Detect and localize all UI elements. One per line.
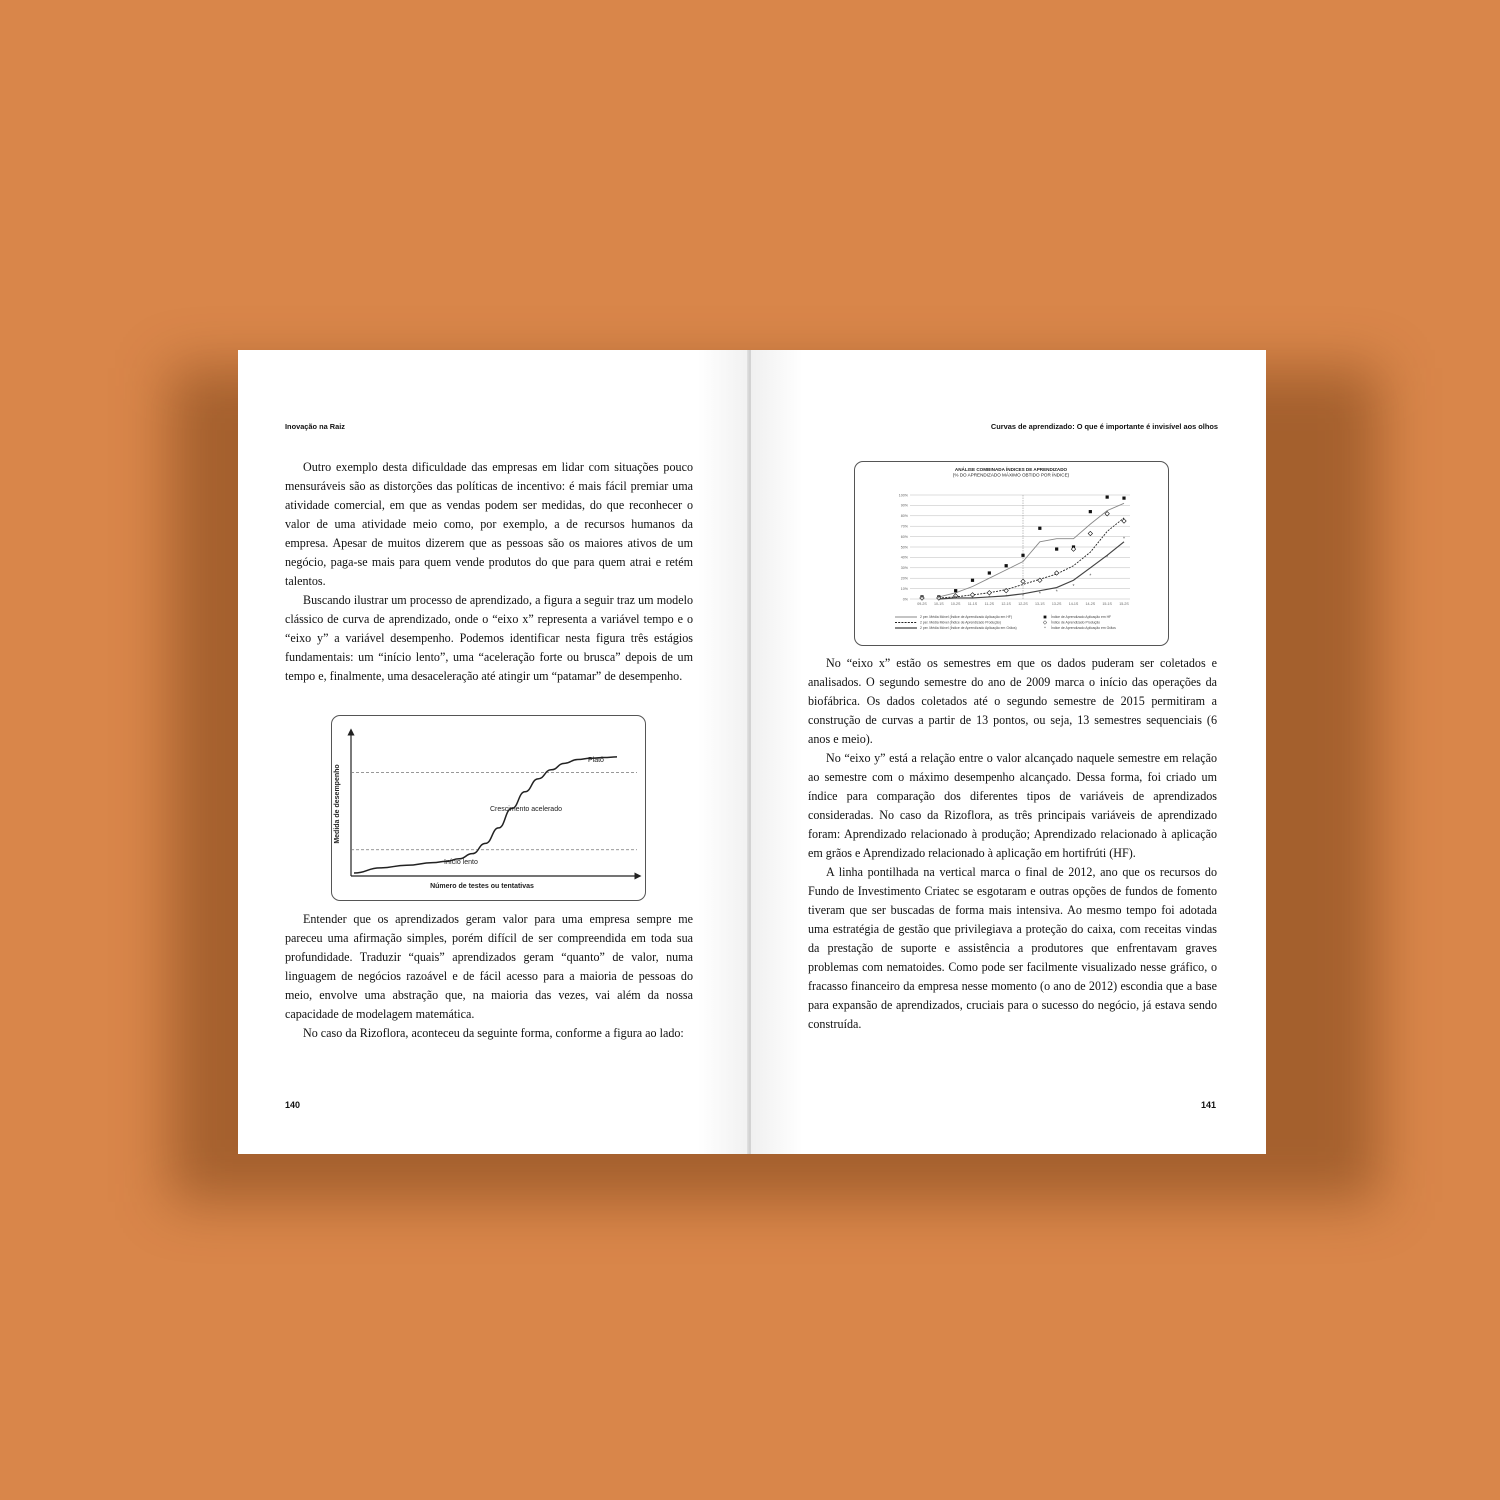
x-axis-label: Número de testes ou tentativas bbox=[430, 883, 534, 890]
data-point-asterisk: * bbox=[954, 595, 957, 602]
paragraph: Buscando ilustrar um processo de aprendizado, a figura a seguir traz um modelo clássico de curva de aprendizado, onde o “eixo x” representa a variável tempo e o “eixo y” a variável desempenho. Podemos identificar nesta figura três estágios fundamentais: um “início lento”, uma “aceleração forte ou brusca” depois de um tempo e, finalmente, uma desaceleração até atingir um “patamar” de desempenho. bbox=[285, 593, 693, 683]
data-point-square bbox=[1005, 564, 1008, 567]
data-point-asterisk: * bbox=[988, 595, 991, 602]
y-tick-label: 10% bbox=[900, 586, 908, 591]
data-point-asterisk: * bbox=[1038, 591, 1041, 598]
page-number-left: 140 bbox=[285, 1100, 301, 1110]
plateau-label: Platô bbox=[588, 757, 604, 764]
data-point-square bbox=[1055, 547, 1058, 550]
slow-start-label: Início lento bbox=[444, 859, 478, 866]
series-line bbox=[939, 542, 1124, 599]
paragraph: A linha pontilhada na vertical marca o final de 2012, ano que os recursos do Fundo de Investimento Criatec se esgotaram e outras opções de fundos de fomento tiveram que ser buscadas de forma mais intensiva. Ao mesmo tempo foi adotada uma estratégia de gestão que privilegiava a proteção do caixa, com receitas vindas da prestação de suporte e assistência a produtores que enfrentavam graves problemas com nematoides. Como pode ser facilmente visualizado nesse gráfico, o fracasso financeiro da empresa nesse momento (o ano de 2012) escondia que a base para expansão de aprendizados, cruciais para o sucesso do negócio, já estava sendo construída. bbox=[808, 865, 1217, 1031]
x-tick-label: 14-2S bbox=[1085, 602, 1096, 606]
legend-label: Índice de Aprendizado Aplicação em Grãos bbox=[1051, 626, 1116, 631]
learning-curve-line bbox=[354, 757, 617, 873]
legend-label: 2 per. Média Móvel (Índice de Aprendizado Aplicação em HF) bbox=[920, 615, 1012, 620]
data-point-square bbox=[954, 589, 957, 592]
data-point-diamond bbox=[1038, 578, 1042, 582]
data-point-asterisk: * bbox=[1089, 573, 1092, 580]
left-page bbox=[238, 350, 749, 1154]
x-tick-label: 10-1S bbox=[934, 602, 944, 606]
right-page bbox=[751, 350, 1266, 1154]
y-tick-label: 80% bbox=[900, 514, 908, 519]
y-tick-label: 70% bbox=[900, 524, 908, 529]
data-point-square bbox=[988, 571, 991, 574]
data-point-asterisk: * bbox=[921, 596, 923, 603]
y-tick-label: 90% bbox=[900, 503, 908, 508]
learning-curve-chart bbox=[332, 716, 645, 900]
combined-index-figure bbox=[854, 461, 1169, 646]
series-line bbox=[939, 518, 1124, 598]
data-point-diamond bbox=[987, 591, 991, 595]
running-head-left: Inovação na Raiz bbox=[285, 422, 345, 431]
legend-swatch: * bbox=[1044, 625, 1046, 631]
paragraph: No “eixo x” estão os semestres em que os dados puderam ser coletados e analisados. O segundo semestre do ano de 2009 marca o início das operações da biofábrica. Os dados coletados até o segundo semestre de 2015 permitiram a construção de curvas a partir de 13 pontos, ou seja, 13 semestres sequenciais (6 anos e meio). bbox=[808, 656, 1217, 746]
data-point-asterisk: * bbox=[971, 595, 974, 602]
data-point-square bbox=[971, 579, 974, 582]
data-point-diamond bbox=[1004, 588, 1008, 592]
combined-index-chart bbox=[855, 462, 1168, 645]
data-point-square bbox=[1038, 527, 1041, 530]
page-number-right: 141 bbox=[1200, 1100, 1216, 1110]
x-tick-label: 15-1S bbox=[1102, 602, 1112, 606]
y-tick-label: 0% bbox=[902, 597, 908, 602]
y-tick-label: 20% bbox=[900, 576, 908, 581]
legend-swatch bbox=[1044, 616, 1047, 619]
legend-label: 2 per. Média Móvel (Índice de Aprendizado Produção) bbox=[920, 620, 1001, 625]
x-tick-label: 12-2S bbox=[1018, 602, 1028, 606]
y-tick-label: 30% bbox=[900, 566, 908, 571]
y-tick-label: 100% bbox=[898, 493, 908, 498]
data-point-asterisk: * bbox=[1072, 584, 1075, 591]
x-tick-label: 10-2S bbox=[950, 602, 961, 606]
x-tick-label: 13-2S bbox=[1051, 602, 1062, 606]
y-tick-label: 40% bbox=[900, 555, 908, 560]
x-tick-label: 15-2S bbox=[1119, 602, 1129, 606]
data-point-asterisk: * bbox=[1055, 589, 1058, 596]
growth-label: Crescimento acelerado bbox=[490, 806, 562, 813]
y-tick-label: 60% bbox=[900, 534, 908, 539]
x-tick-label: 14-1S bbox=[1068, 602, 1079, 606]
paragraph: Outro exemplo desta dificuldade das empresas em lidar com situações pouco mensuráveis são as distorções das políticas de incentivo: é mais fácil premiar uma atividade comercial, em que as vendas podem ser medidas, do que reconhecer o valor de uma atividade meio como, por exemplo, a de recursos humanos da empresa. Apesar de muitos dizerem que as pessoas são os maiores ativos de um negócio, paga-se mais para quem vende produtos do que para quem atrai e retém talentos. bbox=[285, 460, 693, 588]
legend-swatch bbox=[1043, 621, 1047, 625]
data-point-asterisk: * bbox=[1022, 593, 1024, 600]
data-point-asterisk: * bbox=[1123, 536, 1125, 543]
x-tick-label: 12-1S bbox=[1001, 602, 1011, 606]
paragraph: No “eixo y” está a relação entre o valor alcançado naquele semestre em relação ao semestre com o máximo desempenho alcançado. Dessa forma, foi criado um índice para comparação dos diferentes tipos de variáveis de aprendizados consideradas. No caso da Rizoflora, as três principais variáveis de aprendizado foram: Aprendizado relacionado à produção; Aprendizado relacionado à aplicação em grãos e Aprendizado relacionado à aplicação em hortifrúti (HF). bbox=[808, 751, 1217, 860]
data-point-square bbox=[1021, 554, 1024, 557]
legend-label: Índice de Aprendizado Produção bbox=[1051, 620, 1101, 625]
data-point-asterisk: * bbox=[1005, 594, 1008, 601]
x-tick-label: 09-2S bbox=[917, 602, 927, 606]
chart-subtitle: (% DO APRENDIZADO MÁXIMO OBTIDO POR ÍNDICE) bbox=[952, 472, 1070, 478]
left-text-after-figure bbox=[285, 910, 693, 1043]
x-tick-label: 11-1S bbox=[967, 602, 978, 606]
data-point-asterisk: * bbox=[1106, 555, 1109, 561]
chart-title: ANÁLISE COMBINADA ÍNDICES DE APRENDIZADO bbox=[954, 467, 1068, 472]
paragraph: Entender que os aprendizados geram valor para uma empresa sempre me pareceu uma afirmação simples, porém difícil de ser compreendida em toda sua profundidade. Traduzir “quais” aprendizados geram “quanto” de valor, numa linguagem de negócios razoável e de fácil acesso para a maioria de pessoas do meio, envolve uma abstração que, na maioria das vezes, vai além da nossa capacidade de modelagem matemática. bbox=[285, 912, 693, 1021]
data-point-square bbox=[1106, 495, 1109, 498]
data-point-diamond bbox=[1122, 519, 1126, 523]
data-point-asterisk: * bbox=[937, 596, 940, 603]
series-line bbox=[939, 503, 1124, 600]
running-head-right: Curvas de aprendizado: O que é importante é invisível aos olhos bbox=[990, 422, 1218, 431]
x-tick-label: 13-1S bbox=[1035, 602, 1045, 606]
y-tick-label: 50% bbox=[900, 545, 908, 550]
legend-label: 2 per. Média Móvel (Índice de Aprendizado Aplicação em Grãos) bbox=[920, 626, 1017, 631]
x-tick-label: 11-2S bbox=[984, 602, 994, 606]
data-point-diamond bbox=[1021, 579, 1025, 583]
data-point-square bbox=[1089, 510, 1092, 513]
data-point-square bbox=[1122, 497, 1125, 500]
learning-curve-figure bbox=[331, 715, 646, 901]
y-axis-label: Medida de desempenho bbox=[334, 764, 341, 844]
right-text bbox=[808, 654, 1217, 1034]
data-point-diamond bbox=[1088, 531, 1092, 535]
legend-label: Índice de Aprendizado Aplicação em HF bbox=[1051, 615, 1112, 620]
left-text-before-figure bbox=[285, 458, 693, 686]
paragraph: No caso da Rizoflora, aconteceu da seguinte forma, conforme a figura ao lado: bbox=[303, 1026, 684, 1040]
